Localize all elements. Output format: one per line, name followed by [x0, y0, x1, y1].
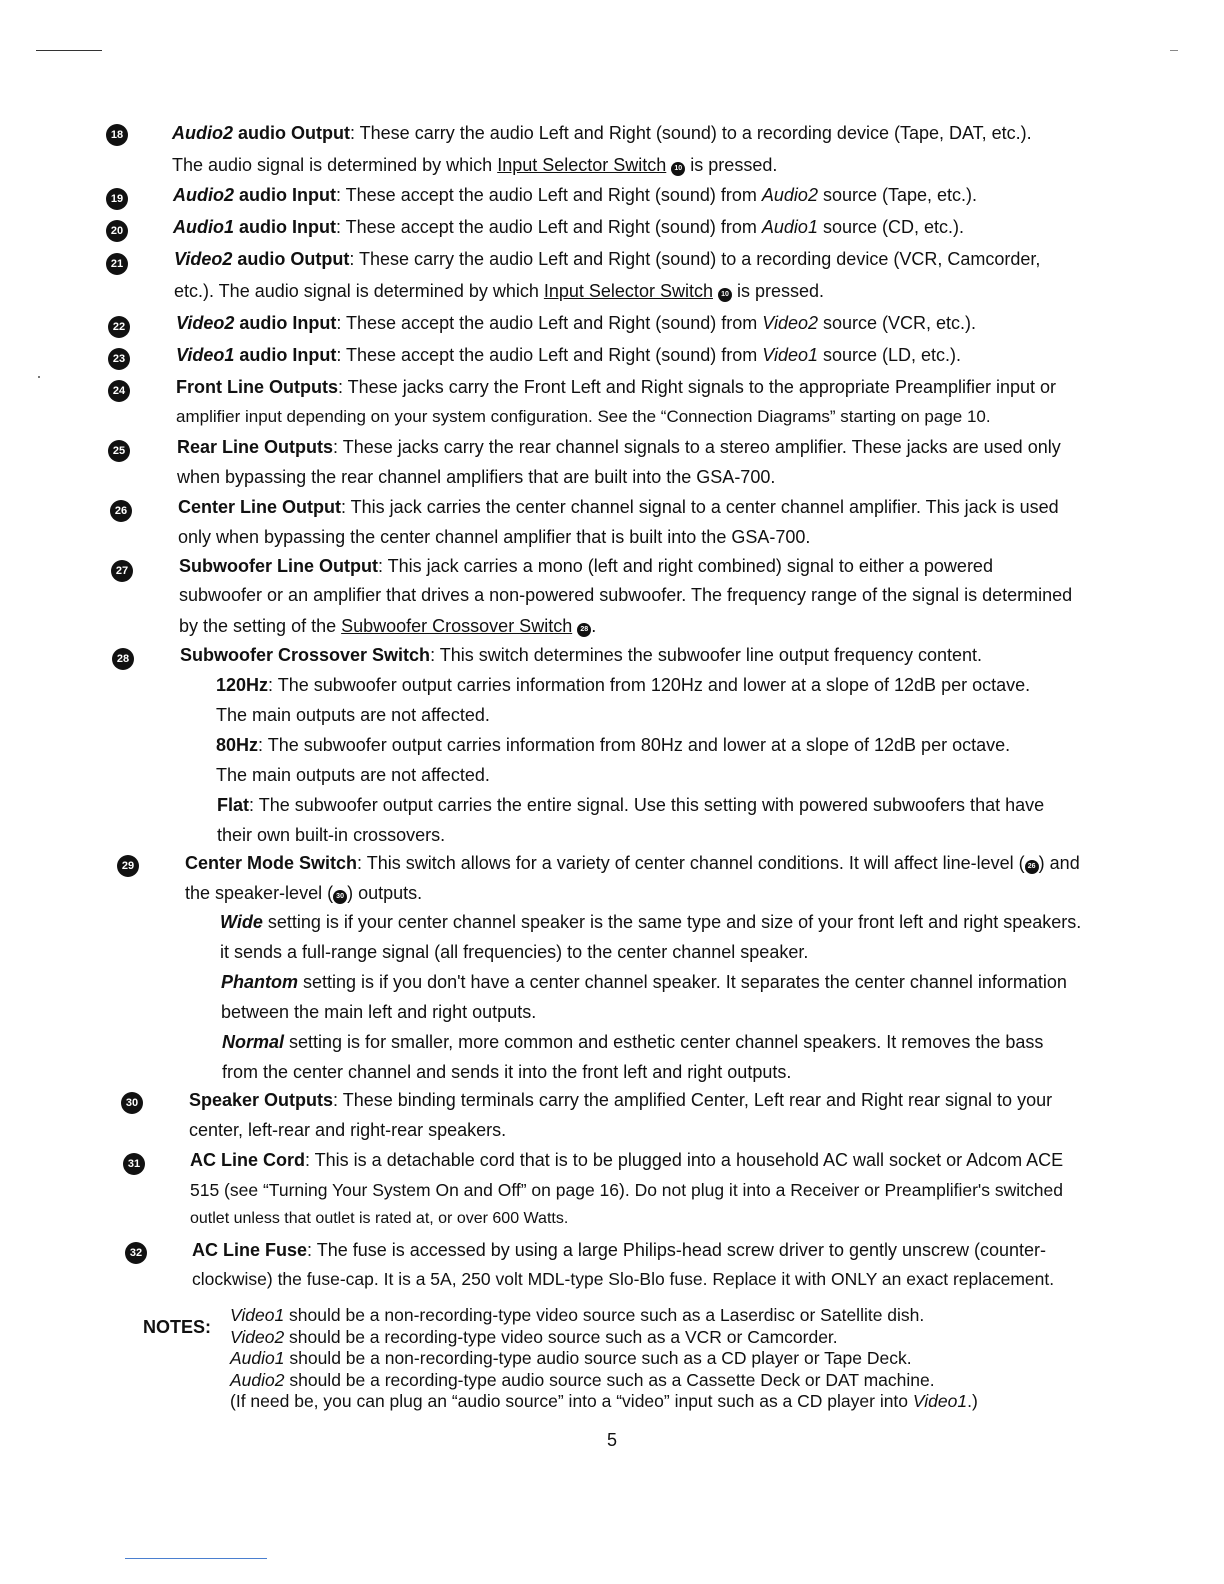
callout-badge-19: 19	[106, 188, 128, 210]
callout-badge-18: 18	[106, 124, 128, 146]
entry-name: Video2	[174, 249, 233, 269]
entry-text: : These binding terminals carry the amplified Center, Left rear and Right rear signal to your	[333, 1090, 1053, 1110]
entry-text: : These accept the audio Left and Right (sound) from	[336, 313, 763, 333]
entry-25-line2: when bypassing the rear channel amplifiers that are built into the GSA-700.	[177, 467, 776, 487]
setting-wide	[220, 907, 1081, 937]
entry-24-line2: amplifier input depending on your system configuration. See the “Connection Diagrams” starting on page 10.	[176, 407, 991, 426]
entry-label: audio Input	[234, 345, 337, 365]
input-selector-switch-link[interactable]: Input Selector Switch	[497, 155, 667, 175]
entry-label: AC Line Cord	[190, 1150, 305, 1170]
entry-label: audio Input	[234, 185, 336, 205]
entry-text: source (Tape, etc.).	[817, 185, 978, 205]
entry-26-line2: only when bypassing the center channel amplifier that is built into the GSA-700.	[178, 527, 811, 547]
setting-flat-line2: their own built-in crossovers.	[217, 825, 446, 845]
entry-28	[180, 640, 982, 670]
setting-80hz-line2: The main outputs are not affected.	[216, 765, 490, 785]
entry-31-line1	[190, 1145, 1063, 1175]
entry-21-line1	[174, 244, 1040, 274]
note-text: should be a recording-type video source such as a VCR or Camcorder.	[284, 1326, 838, 1347]
note-text: .)	[967, 1391, 978, 1411]
entry-27-line1	[179, 551, 993, 581]
entry-label: Rear Line Outputs	[177, 437, 334, 457]
note-source: Audio2	[230, 1369, 285, 1390]
entry-24-line1	[176, 372, 1056, 402]
entry-text: ) outputs.	[347, 883, 423, 903]
callout-ref-10: 10	[718, 288, 732, 302]
entry-text: ) and	[1038, 853, 1080, 873]
entry-text: : This switch determines the subwoofer line output frequency content.	[430, 645, 983, 665]
callout-badge-22: 22	[108, 316, 130, 338]
callout-badge-25: 25	[108, 440, 130, 462]
setting-text: : The subwoofer output carries the entire signal. Use this setting with powered subwoofers that have	[249, 795, 1045, 815]
entry-18-line1	[172, 118, 1032, 148]
entry-label: Center Line Output	[178, 497, 341, 517]
entry-name: Audio1	[173, 217, 234, 237]
entry-22	[176, 308, 976, 338]
entry-32-line2: clockwise) the fuse-cap. It is a 5A, 250 volt MDL-type Slo-Blo fuse. Replace it with ONLY an exact replacement.	[192, 1269, 1055, 1289]
entry-text: is pressed.	[731, 281, 825, 301]
setting-phantom	[221, 967, 1067, 997]
entry-text: : These jacks carry the rear channel signals to a stereo amplifier. These jacks are used only	[333, 437, 1061, 457]
entry-text: by the setting of the	[179, 616, 342, 636]
entry-text: .	[591, 616, 597, 636]
note-line	[230, 1327, 978, 1349]
entry-text: : This jack carries the center channel signal to a center channel amplifier. This jack is used	[341, 497, 1059, 517]
callout-badge-30: 30	[121, 1092, 143, 1114]
note-source: Video1	[230, 1305, 285, 1325]
entry-30-line1	[189, 1085, 1052, 1115]
entry-text: : These carry the audio Left and Right (sound) to a recording device (Tape, DAT, etc.).	[349, 123, 1032, 143]
setting-text: setting is if your center channel speaker is the same type and size of your front left and right speakers.	[262, 912, 1082, 932]
entry-31-line3: outlet unless that outlet is rated at, or over 600 Watts.	[190, 1210, 569, 1227]
setting-phantom-line2: between the main left and right outputs.	[221, 1002, 537, 1022]
entry-label: Speaker Outputs	[189, 1090, 334, 1110]
entry-source: Audio2	[761, 185, 818, 205]
top-rule	[36, 50, 102, 51]
callout-badge-29: 29	[117, 855, 139, 877]
entry-text: : These accept the audio Left and Right (sound) from	[335, 217, 762, 237]
note-text: should be a recording-type audio source such as a Cassette Deck or DAT machine.	[284, 1369, 935, 1390]
entry-text: source (LD, etc.).	[818, 345, 962, 365]
callout-ref-26: 26	[1025, 860, 1039, 874]
entry-label: Center Mode Switch	[185, 853, 358, 873]
callout-badge-23: 23	[108, 348, 130, 370]
entry-label: audio Output	[233, 123, 350, 143]
setting-label: Wide	[220, 912, 263, 932]
entry-27-line2: subwoofer or an amplifier that drives a non-powered subwoofer. The frequency range of the signal is determined	[179, 585, 1073, 605]
entry-label: audio Input	[234, 217, 336, 237]
entry-text: the speaker-level (	[185, 883, 334, 903]
entry-text: : These carry the audio Left and Right (sound) to a recording device (VCR, Camcorder,	[349, 249, 1041, 269]
page-number: 5	[606, 1430, 617, 1450]
entry-32-line1	[192, 1235, 1046, 1265]
entry-text: source (CD, etc.).	[817, 217, 964, 237]
entry-name: Video2	[176, 313, 235, 333]
entry-29-line2	[185, 878, 422, 908]
setting-label: 120Hz	[216, 675, 269, 695]
entry-text: etc.). The audio signal is determined by which	[174, 281, 544, 301]
bottom-rule	[125, 1558, 267, 1559]
entry-label: audio Input	[234, 313, 337, 333]
entry-label: Subwoofer Line Output	[179, 556, 378, 576]
subwoofer-crossover-switch-link[interactable]: Subwoofer Crossover Switch	[341, 616, 573, 636]
setting-text: setting is if you don't have a center channel speaker. It separates the center channel information	[298, 972, 1067, 992]
entry-source: Video1	[762, 345, 818, 365]
note-text: (If need be, you can plug an “audio source” into a “video” input such as a CD player into	[230, 1391, 913, 1411]
entry-30-line2: center, left-rear and right-rear speakers.	[189, 1120, 507, 1140]
entry-text: is pressed.	[685, 155, 778, 175]
callout-badge-28: 28	[112, 648, 134, 670]
entry-18-line2	[172, 150, 777, 180]
setting-label: Phantom	[221, 972, 299, 992]
note-source: Audio1	[230, 1348, 285, 1368]
callout-ref-30: 30	[333, 890, 347, 904]
setting-normal-line2: from the center channel and sends it into the front left and right outputs.	[222, 1062, 792, 1082]
notes-block	[230, 1305, 978, 1413]
note-line	[230, 1370, 978, 1392]
top-right-mark	[1170, 50, 1178, 51]
entry-name: Audio2	[172, 123, 233, 143]
setting-80hz	[216, 730, 1010, 760]
input-selector-switch-link[interactable]: Input Selector Switch	[543, 281, 713, 301]
callout-badge-20: 20	[106, 220, 128, 242]
callout-badge-27: 27	[111, 560, 133, 582]
entry-source: Video2	[762, 313, 818, 333]
setting-120hz	[216, 670, 1030, 700]
callout-badge-21: 21	[106, 253, 128, 275]
setting-text: : The subwoofer output carries information from 80Hz and lower at a slope of 12dB per octave.	[258, 735, 1011, 755]
entry-label: AC Line Fuse	[192, 1240, 308, 1260]
scan-speck	[38, 376, 40, 378]
callout-badge-26: 26	[110, 500, 132, 522]
entry-text: : This switch allows for a variety of center channel conditions. It will affect line-level (	[357, 853, 1025, 873]
entry-31-line2: 515 (see “Turning Your System On and Off” on page 16). Do not plug it into a Receiver or Preamplifier's switched	[190, 1180, 1063, 1200]
callout-ref-10: 10	[671, 162, 685, 176]
entry-text: : The fuse is accessed by using a large Philips-head screw driver to gently unscrew (counter-	[307, 1240, 1047, 1260]
setting-label: Flat	[217, 795, 250, 815]
setting-normal	[222, 1027, 1043, 1057]
entry-label: Front Line Outputs	[176, 377, 338, 397]
entry-label: Subwoofer Crossover Switch	[180, 645, 431, 665]
setting-wide-line2: it sends a full-range signal (all frequencies) to the center channel speaker.	[220, 942, 809, 962]
note-line	[230, 1348, 978, 1370]
callout-ref-28: 28	[577, 623, 591, 637]
entry-27-line3	[179, 611, 596, 641]
note-line	[230, 1305, 978, 1327]
entry-text: : These accept the audio Left and Right (sound) from	[335, 185, 762, 205]
note-line	[230, 1391, 978, 1413]
callout-badge-24: 24	[108, 380, 130, 402]
entry-label: audio Output	[232, 249, 350, 269]
note-text: should be a non-recording-type audio source such as a CD player or Tape Deck.	[284, 1348, 912, 1368]
entry-name: Video1	[176, 345, 235, 365]
note-source: Video2	[230, 1326, 285, 1347]
entry-text: source (VCR, etc.).	[818, 313, 977, 333]
entry-26-line1	[178, 492, 1059, 522]
entry-name: Audio2	[173, 185, 234, 205]
note-text: should be a non-recording-type video source such as a Laserdisc or Satellite dish.	[284, 1305, 925, 1325]
entry-text: : These accept the audio Left and Right (sound) from	[336, 345, 763, 365]
setting-text: : The subwoofer output carries information from 120Hz and lower at a slope of 12dB per octave.	[268, 675, 1031, 695]
note-source: Video1	[912, 1391, 968, 1411]
callout-badge-31: 31	[123, 1153, 145, 1175]
entry-text: : These jacks carry the Front Left and Right signals to the appropriate Preamplifier input or	[337, 377, 1057, 397]
entry-text: : This is a detachable cord that is to be plugged into a household AC wall socket or Adcom ACE	[305, 1150, 1064, 1170]
setting-flat	[217, 790, 1044, 820]
setting-120hz-line2: The main outputs are not affected.	[216, 705, 490, 725]
entry-25-line1	[177, 432, 1061, 462]
entry-23	[176, 340, 961, 370]
entry-text: : This jack carries a mono (left and right combined) signal to either a powered	[377, 556, 993, 576]
entry-19	[173, 180, 977, 210]
entry-text: The audio signal is determined by which	[172, 155, 498, 175]
entry-29-line1	[185, 848, 1080, 878]
entry-21-line2	[174, 276, 824, 306]
setting-label: 80Hz	[216, 735, 259, 755]
callout-badge-32: 32	[125, 1242, 147, 1264]
entry-source: Audio1	[761, 217, 818, 237]
setting-label: Normal	[222, 1032, 285, 1052]
entry-20	[173, 212, 964, 242]
notes-heading: NOTES:	[143, 1317, 212, 1337]
setting-text: setting is for smaller, more common and esthetic center channel speakers. It removes the bass	[284, 1032, 1044, 1052]
